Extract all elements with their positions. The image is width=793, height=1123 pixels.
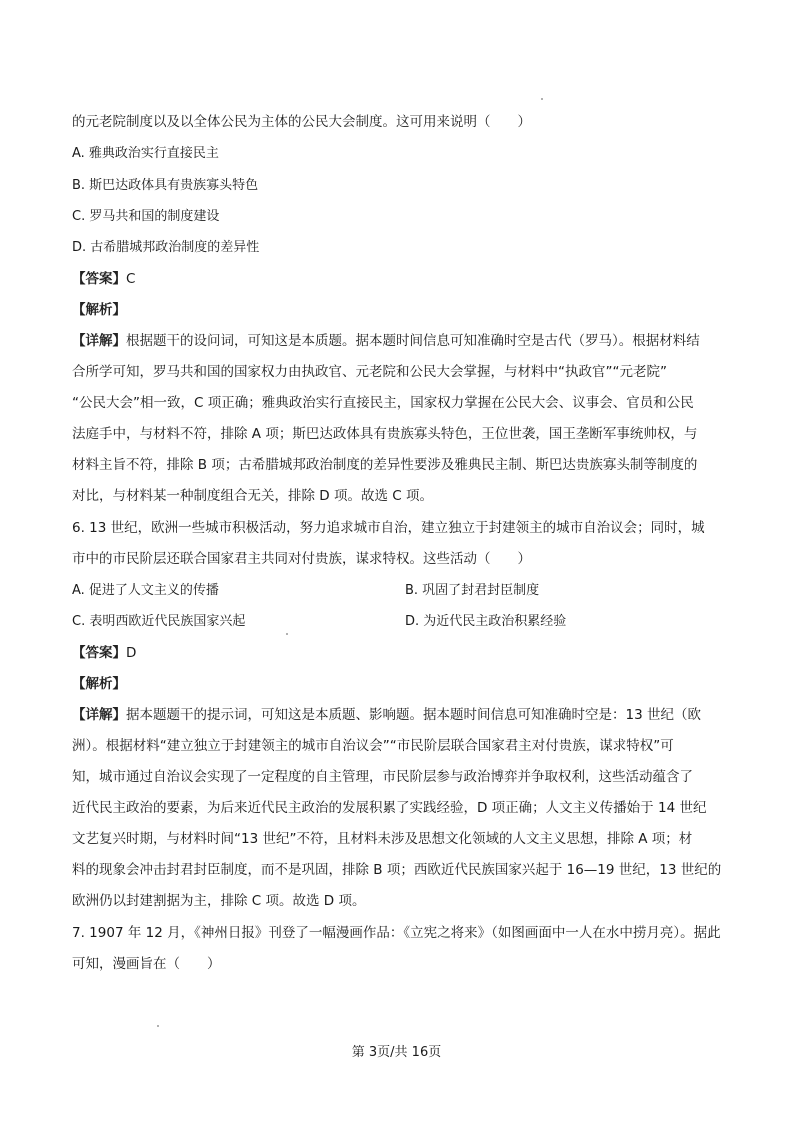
q5-detail-line-1 [72, 331, 732, 351]
q5-detail-line-6: 对比，与材料某一种制度组合无关，排除 D 项。故选 C 项。 [72, 488, 433, 504]
analysis-tag: 【解析】 [72, 302, 126, 318]
scan-speck [541, 98, 543, 100]
scan-speck [286, 633, 288, 635]
answer-tag: 【答案】 [72, 271, 126, 287]
q5-option-b: B. 斯巴达政体具有贵族寡头特色 [72, 178, 259, 193]
q6-detail-line-4: 近代民主政治的要素，为后来近代民主政治的发展积累了实践经验，D 项正确；人文主义传播始于 14 世纪 [72, 800, 707, 816]
q5-stem-tail: 的元老院制度以及以全体公民为主体的公民大会制度。这可用来说明（ ） [72, 114, 531, 130]
q6-detail-line-3: 知，城市通过自治议会实现了一定程度的自主管理，市民阶层参与政治博弈并争取权利，这些活动蕴含了 [72, 769, 693, 785]
q6-analysis-tag [72, 674, 732, 694]
q6-stem-line-2: 市中的市民阶层还联合国家君主共同对付贵族，谋求特权。这些活动（ ） [72, 551, 531, 567]
q5-answer [72, 269, 732, 289]
q6-detail-line-1 [72, 705, 732, 725]
q6-stem-line-1: 6. 13 世纪，欧洲一些城市积极活动，努力追求城市自治，建立独立于封建领主的城市自治议会；同时，城 [72, 520, 705, 536]
q5-answer-value: C [126, 271, 136, 287]
q6-option-a: A. 促进了人文主义的传播 [72, 583, 219, 598]
q6-option-c: C. 表明西欧近代民族国家兴起 [72, 614, 246, 629]
q7-stem-line-1: 7. 1907 年 12 月，《神州日报》刊登了一幅漫画作品：《立宪之将来》（如图画面中一人在水中捞月亮）。据此 [72, 925, 721, 941]
q5-detail-line-5: 材料主旨不符，排除 B 项；古希腊城邦政治制度的差异性要涉及雅典民主制、斯巴达贵族寡头制等制度的 [72, 457, 698, 473]
detail-tag: 【详解】 [72, 707, 126, 723]
q5-detail-line-4: 法庭手中，与材料不符，排除 A 项；斯巴达政体具有贵族寡头特色，王位世袭，国王垄断军事统帅权，与 [72, 426, 698, 442]
q6-detail-line-6: 料的现象会冲击封君封臣制度，而不是巩固，排除 B 项；西欧近代民族国家兴起于 16—19 世纪，13 世纪的 [72, 862, 722, 878]
q6-answer-value: D [126, 645, 137, 661]
answer-tag: 【答案】 [72, 645, 126, 661]
q7-stem-line-2: 可知，漫画旨在（ ） [72, 956, 221, 972]
detail-tag: 【详解】 [72, 333, 126, 349]
q6-detail-line-7: 欧洲仍以封建割据为主，排除 C 项。故选 D 项。 [72, 893, 366, 909]
q6-detail-line-2: 洲）。根据材料“建立独立于封建领主的城市自治议会”“市民阶层联合国家君主对付贵族，谋求特权”可 [72, 738, 674, 754]
analysis-tag: 【解析】 [72, 676, 126, 692]
q5-detail-text-1: 根据题干的设问词，可知这是本质题。据本题时间信息可知准确时空是古代（罗马）。根据材料结 [126, 333, 700, 349]
scan-speck [157, 1025, 159, 1027]
q6-option-b: B. 巩固了封君封臣制度 [405, 583, 540, 598]
page-footer: 第 3页/共 16页 [351, 1045, 442, 1060]
q5-option-d: D. 古希腊城邦政治制度的差异性 [72, 240, 260, 255]
q6-detail-text-1: 据本题题干的提示词，可知这是本质题、影响题。据本题时间信息可知准确时空是：13 世纪（欧 [126, 707, 701, 723]
q5-detail-line-2: 合所学可知，罗马共和国的国家权力由执政官、元老院和公民大会掌握，与材料中“执政官”“元老院” [72, 364, 667, 380]
q6-option-d: D. 为近代民主政治积累经验 [405, 614, 567, 629]
q5-detail-line-3: “公民大会”相一致，C 项正确；雅典政治实行直接民主，国家权力掌握在公民大会、议事会、官员和公民 [72, 395, 694, 411]
q6-answer [72, 643, 732, 663]
q5-option-a: A. 雅典政治实行直接民主 [72, 146, 219, 161]
q6-detail-line-5: 文艺复兴时期，与材料时间“13 世纪”不符，且材料未涉及思想文化领域的人文主义思想，排除 A 项；材 [72, 831, 693, 847]
q5-option-c: C. 罗马共和国的制度建设 [72, 209, 220, 224]
q5-analysis-tag [72, 300, 732, 320]
